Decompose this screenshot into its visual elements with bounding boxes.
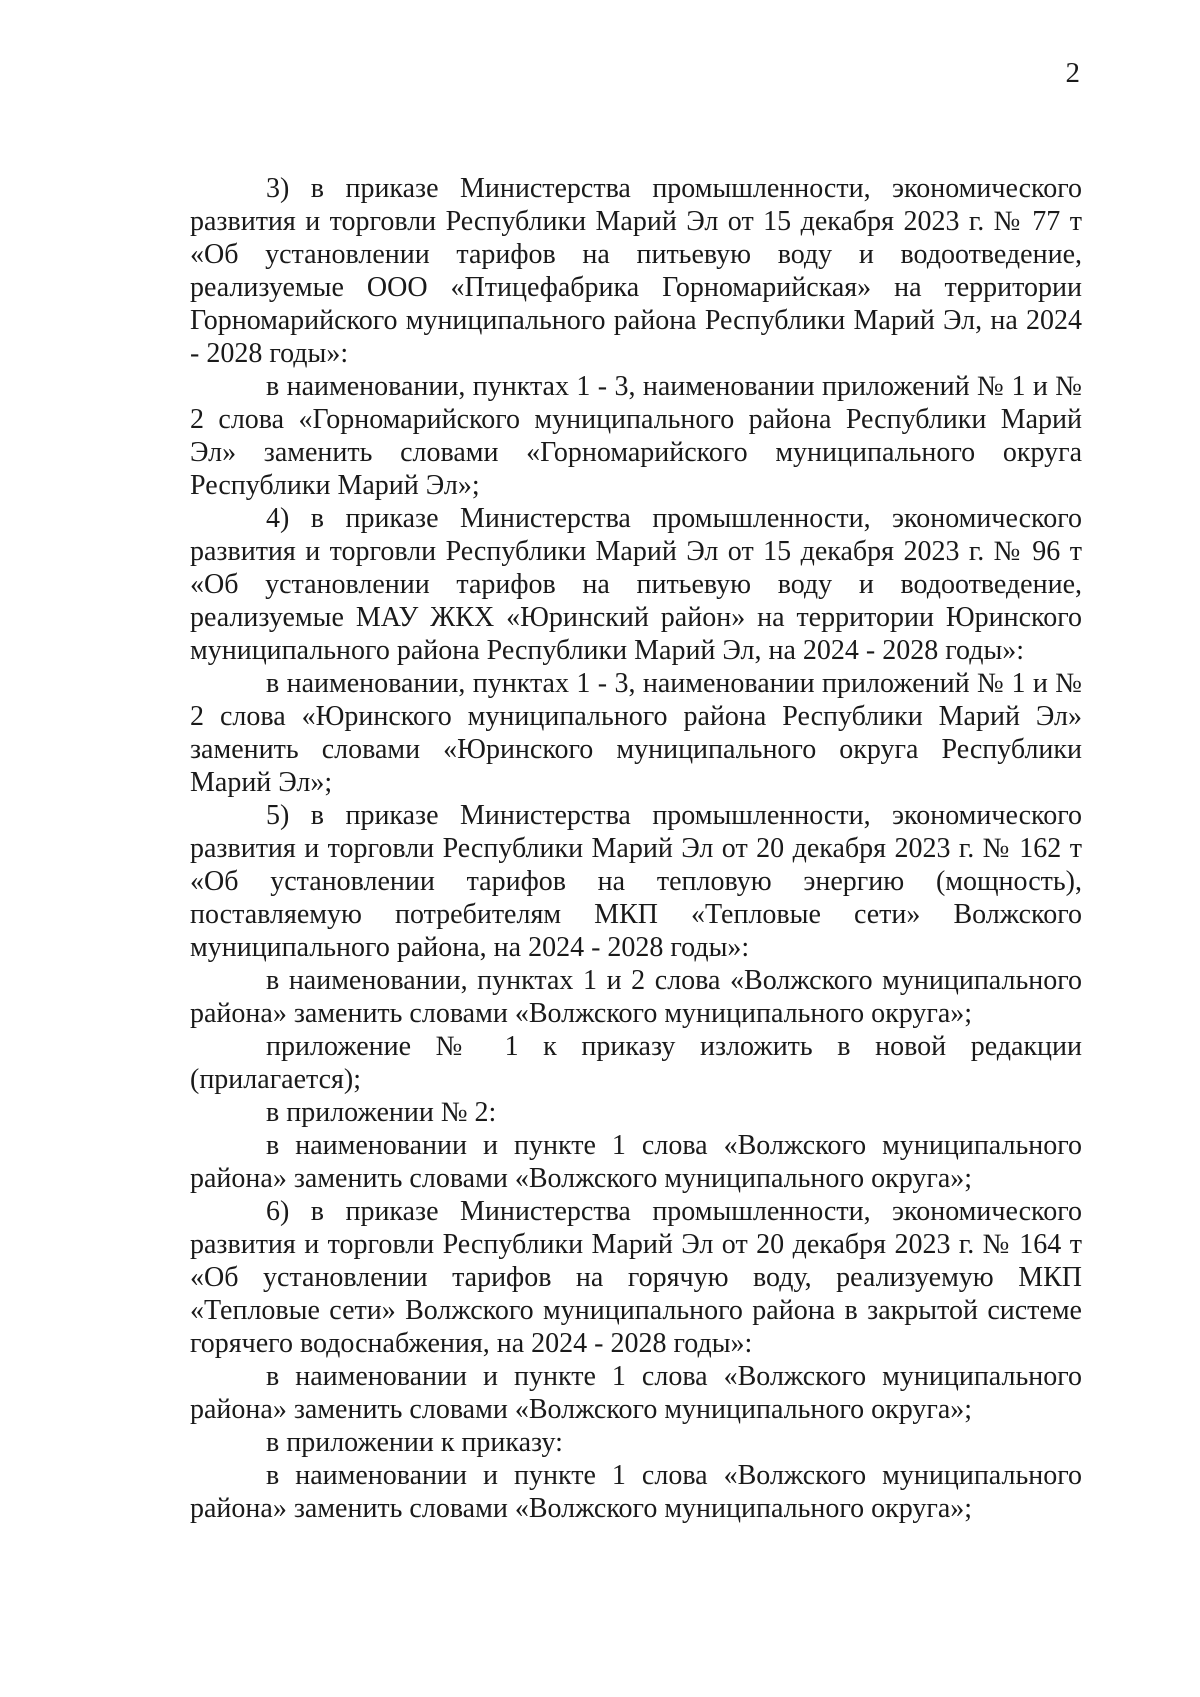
paragraph-annex-heading: в приложении к приказу:	[266, 1427, 563, 1458]
paragraph-item-6: 6) в приказе Министерства промышленности, экономического развития и торговли Республики Марий Эл от 20 декабря 2023 г. № 164 т «Об установлении тарифов на горячую воду, реализуемую МКП «Тепловые сети» Волжского муниципального района в закрытой системе горячего водоснабжения, на 2024 - 2028 годы»:	[190, 1196, 1082, 1359]
paragraph-amendment: в наименовании и пункте 1 слова «Волжского муниципального района» заменить словами «Волжского муниципального округа»;	[190, 1130, 1082, 1194]
paragraph-annex-replace: приложение № 1 к приказу изложить в новой редакции (прилагается);	[190, 1031, 1082, 1095]
paragraph-item-4: 4) в приказе Министерства промышленности, экономического развития и торговли Республики Марий Эл от 15 декабря 2023 г. № 96 т «Об установлении тарифов на питьевую воду и водоотведение, реализуемые МАУ ЖКХ «Юринский район» на территории Юринского муниципального района Республики Марий Эл, на 2024 - 2028 годы»:	[190, 503, 1082, 666]
paragraph-item-5: 5) в приказе Министерства промышленности, экономического развития и торговли Республики Марий Эл от 20 декабря 2023 г. № 162 т «Об установлении тарифов на тепловую энергию (мощность), поставляемую потребителям МКП «Тепловые сети» Волжского муниципального района, на 2024 - 2028 годы»:	[190, 800, 1082, 963]
paragraph-amendment: в наименовании, пунктах 1 и 2 слова «Волжского муниципального района» заменить словами «Волжского муниципального округа»;	[190, 965, 1082, 1029]
paragraph-amendment: в наименовании и пункте 1 слова «Волжского муниципального района» заменить словами «Волжского муниципального округа»;	[190, 1361, 1082, 1425]
paragraph-amendment: в наименовании, пунктах 1 - 3, наименовании приложений № 1 и № 2 слова «Юринского муниципального района Республики Марий Эл» заменить словами «Юринского муниципального округа Республики Марий Эл»;	[190, 668, 1082, 798]
paragraph-amendment: в наименовании, пунктах 1 - 3, наименовании приложений № 1 и № 2 слова «Горномарийского муниципального района Республики Марий Эл» заменить словами «Горномарийского муниципального округа Республики Марий Эл»;	[190, 371, 1082, 501]
paragraph-amendment: в наименовании и пункте 1 слова «Волжского муниципального района» заменить словами «Волжского муниципального округа»;	[190, 1460, 1082, 1524]
paragraph-item-3: 3) в приказе Министерства промышленности, экономического развития и торговли Республики Марий Эл от 15 декабря 2023 г. № 77 т «Об установлении тарифов на питьевую воду и водоотведение, реализуемые ООО «Птицефабрика Горномарийская» на территории Горномарийского муниципального района Республики Марий Эл, на 2024 - 2028 годы»:	[190, 173, 1082, 369]
page-number: 2	[1065, 57, 1080, 89]
document-body	[190, 172, 1082, 1525]
paragraph-annex-heading: в приложении № 2:	[266, 1097, 497, 1128]
